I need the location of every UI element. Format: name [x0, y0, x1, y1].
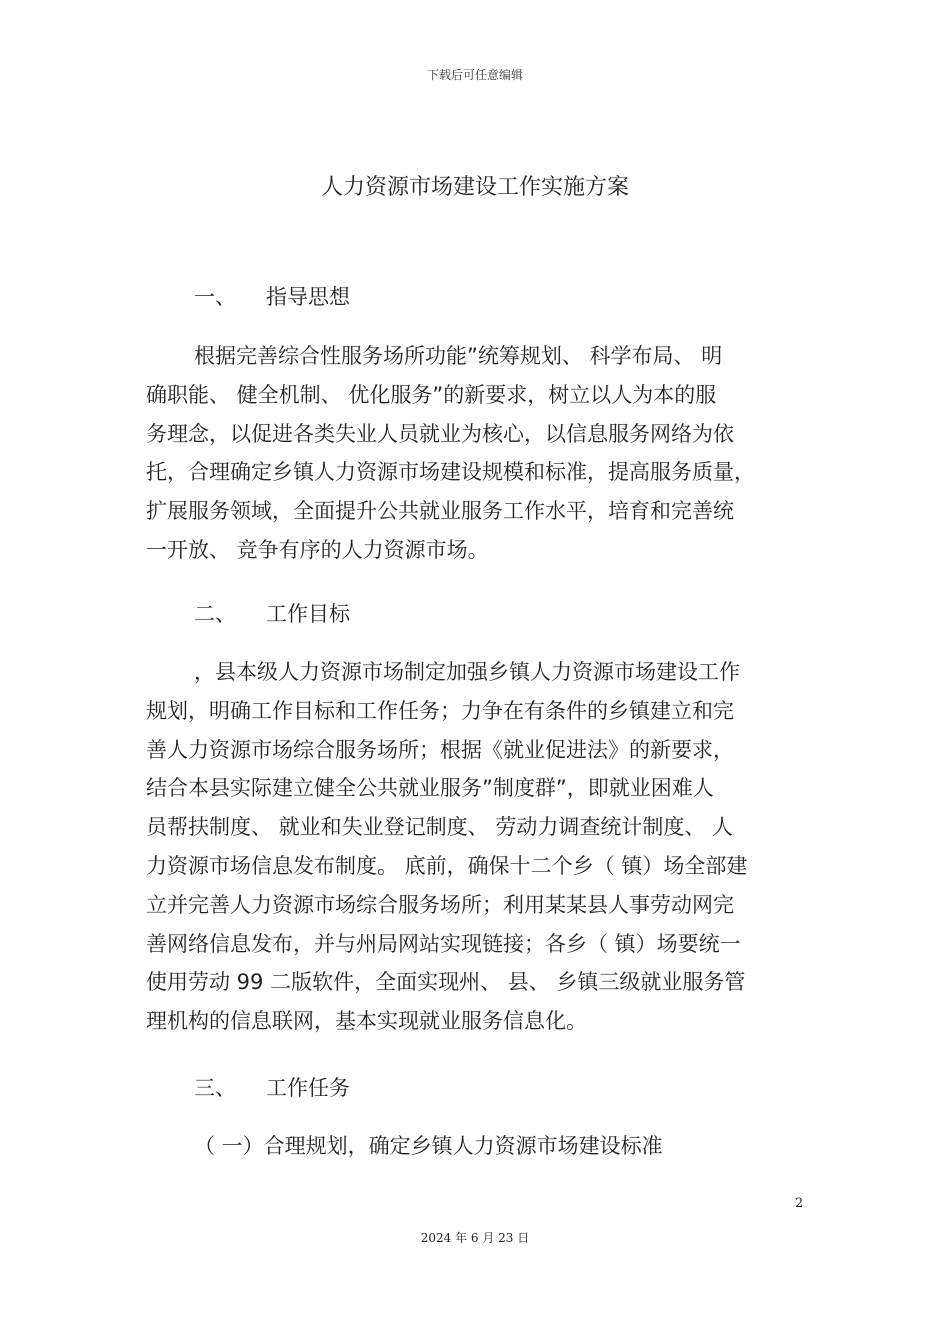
paragraph-line: 一开放、 竞争有序的人力资源市场。 [146, 537, 489, 562]
subsection-heading: （ 一）合理规划，确定乡镇人力资源市场建设标准 [194, 1134, 663, 1158]
section-heading-2 [194, 598, 350, 628]
paragraph-line: 理机构的信息联网，基本实现就业服务信息化。 [146, 1009, 587, 1034]
paragraph-line: 确职能、 健全机制、 优化服务”的新要求，树立以人为本的服 [146, 382, 717, 407]
paragraph-line: 结合本县实际建立健全公共就业服务”制度群”，即就业困难人 [146, 776, 714, 801]
section-paragraph-1 [146, 337, 806, 570]
footer-date: 2024 年 6 月 23 日 [420, 1231, 530, 1245]
section-number: 二、 [194, 602, 236, 626]
paragraph-line: 善人力资源市场综合服务场所；根据《就业促进法》的新要求， [146, 737, 734, 762]
paragraph-line: 力资源市场信息发布制度。 底前，确保十二个乡（ 镇）场全部建 [146, 853, 748, 878]
paragraph-line: 根据完善综合性服务场所功能”统筹规划、 科学布局、 明 [194, 344, 723, 368]
paragraph-line: 规划，明确工作目标和工作任务；力争在有条件的乡镇建立和完 [146, 698, 734, 723]
section-number: 一、 [194, 285, 236, 309]
paragraph-line: 使用劳动 99 二版软件，全面实现州、 县、 乡镇三级就业服务管 [146, 970, 746, 995]
paragraph-line: ，县本级人力资源市场制定加强乡镇人力资源市场建设工作 [194, 660, 740, 684]
paragraph-line: 务理念，以促进各类失业人员就业为核心，以信息服务网络为依 [146, 421, 734, 446]
section-heading-3 [194, 1072, 350, 1102]
section-title: 工作目标 [266, 602, 350, 626]
section-number: 三、 [194, 1076, 236, 1100]
header-note: 下载后可任意编辑 [426, 68, 523, 82]
paragraph-line: 扩展服务领域，全面提升公共就业服务工作水平，培育和完善统 [146, 499, 734, 524]
document-title: 人力资源市场建设工作实施方案 [320, 175, 629, 200]
page-number: 2 [795, 1196, 804, 1211]
section-title: 指导思想 [266, 285, 350, 309]
paragraph-line: 托，合理确定乡镇人力资源市场建设规模和标准，提高服务质量， [146, 460, 755, 485]
section-heading-1 [194, 281, 350, 311]
paragraph-line: 立并完善人力资源市场综合服务场所；利用某某县人事劳动网完 [146, 892, 734, 917]
paragraph-line: 员帮扶制度、 就业和失业登记制度、 劳动力调查统计制度、 人 [146, 815, 734, 840]
section-paragraph-2 [146, 653, 806, 1041]
section-title: 工作任务 [266, 1076, 350, 1100]
paragraph-line: 善网络信息发布，并与州局网站实现链接；各乡（ 镇）场要统一 [146, 931, 741, 956]
